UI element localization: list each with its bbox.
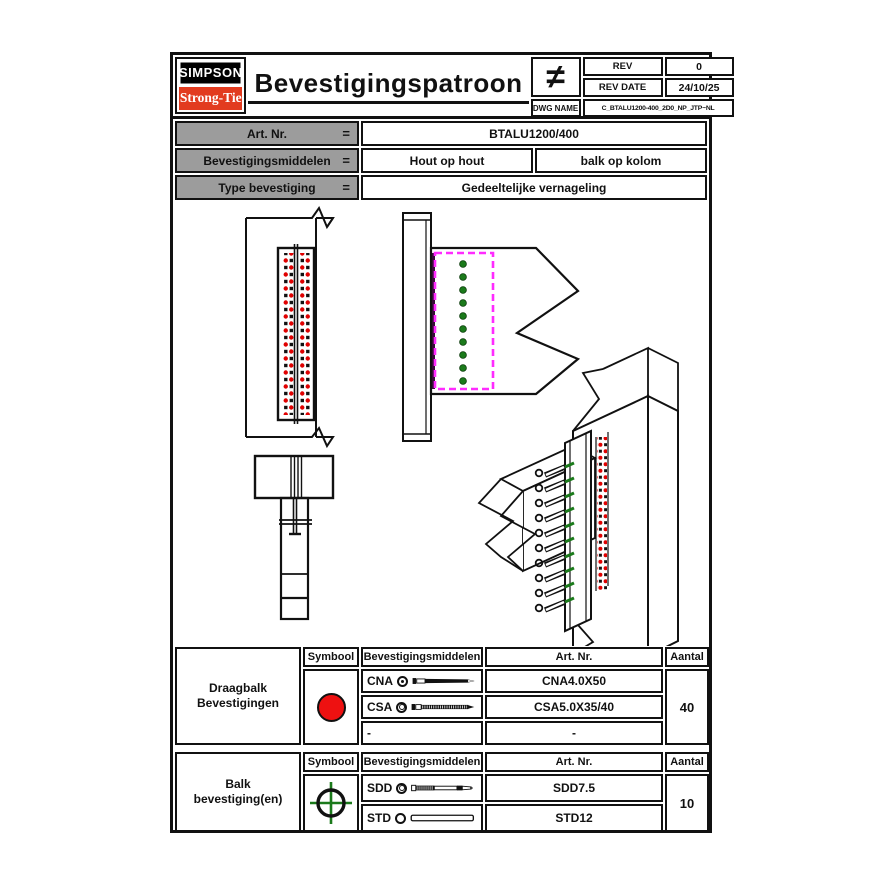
fastener-row-std bbox=[361, 804, 483, 832]
row-label-line1: Draagbalk bbox=[208, 681, 268, 695]
draagbalk-symbol-cell bbox=[303, 669, 359, 745]
logo-strongtie: Strong-Tie bbox=[179, 87, 242, 111]
simpson-strongtie-logo bbox=[175, 57, 246, 114]
balk-symbol-cell bbox=[303, 774, 359, 832]
revision-block bbox=[529, 55, 734, 116]
title-area bbox=[248, 55, 528, 116]
draagbalk-aantal: 40 bbox=[665, 669, 709, 745]
info-label bbox=[175, 148, 359, 173]
fastener-code: - bbox=[367, 726, 371, 740]
header-bevestigingsmiddelen: Bevestigingsmiddelen bbox=[361, 752, 483, 772]
rev-date-value: 24/10/25 bbox=[665, 78, 734, 97]
fastener-code: CNA bbox=[367, 674, 393, 688]
side-view-drawing bbox=[403, 213, 578, 441]
info-label-text: Type bevestiging bbox=[218, 180, 316, 195]
ring-nail-icon bbox=[412, 673, 477, 689]
double-circle-marker-icon bbox=[396, 702, 407, 713]
double-circle-marker-icon bbox=[396, 783, 407, 794]
row-label-line1: Balk bbox=[225, 777, 251, 791]
equals-sign: = bbox=[342, 153, 350, 168]
dot-circle-marker-icon bbox=[397, 676, 408, 687]
info-section bbox=[173, 121, 709, 200]
dowel-screw-icon bbox=[411, 780, 477, 796]
art-nr-cna: CNA4.0X50 bbox=[485, 669, 663, 693]
fastener-code: CSA bbox=[367, 700, 393, 714]
fastener-row-sdd bbox=[361, 774, 483, 802]
art-nr-std: STD12 bbox=[485, 804, 663, 832]
info-label-text: Bevestigingsmiddelen bbox=[203, 153, 331, 168]
not-equal-icon: ≠ bbox=[531, 57, 581, 97]
art-nr-sdd: SDD7.5 bbox=[485, 774, 663, 802]
bevestigingsmiddelen-value-1: Hout op hout bbox=[361, 148, 533, 173]
art-nr-csa: CSA5.0X35/40 bbox=[485, 695, 663, 719]
type-bevestiging-value: Gedeeltelijke vernageling bbox=[361, 175, 707, 200]
info-label bbox=[175, 175, 359, 200]
rev-value: 0 bbox=[665, 57, 734, 76]
logo-simpson: SIMPSON bbox=[179, 61, 242, 85]
draagbalk-row-label bbox=[175, 647, 301, 745]
front-view-drawing bbox=[246, 208, 437, 446]
art-nr-value: BTALU1200/400 bbox=[361, 121, 707, 146]
wood-screw-icon bbox=[411, 699, 477, 715]
info-label bbox=[175, 121, 359, 146]
fastener-row-csa bbox=[361, 695, 483, 719]
info-row-art-nr bbox=[175, 121, 707, 146]
fastener-row-cna bbox=[361, 669, 483, 693]
row-label-line2: bevestiging(en) bbox=[193, 792, 283, 806]
dwg-name-label: DWG NAME bbox=[531, 99, 581, 117]
equals-sign: = bbox=[342, 126, 350, 141]
art-nr-empty: - bbox=[485, 721, 663, 745]
info-row-type-bevestiging bbox=[175, 175, 707, 200]
technical-drawing-area bbox=[173, 201, 709, 646]
bevestigingsmiddelen-value-2: balk op kolom bbox=[535, 148, 707, 173]
header-symbool: Symbool bbox=[303, 647, 359, 667]
rev-date-label: REV DATE bbox=[583, 78, 663, 97]
info-label-text: Art. Nr. bbox=[246, 126, 287, 141]
fastener-code: SDD bbox=[367, 781, 393, 795]
open-circle-marker-icon bbox=[395, 813, 406, 824]
equals-sign: = bbox=[342, 180, 350, 195]
fastener-row-empty bbox=[361, 721, 483, 745]
page-title: Bevestigingspatroon bbox=[248, 68, 528, 104]
top-view-drawing bbox=[255, 456, 333, 619]
header-art-nr: Art. Nr. bbox=[485, 752, 663, 772]
balk-aantal: 10 bbox=[665, 774, 709, 832]
header-aantal: Aantal bbox=[665, 752, 709, 772]
info-row-bevestigingsmiddelen bbox=[175, 148, 707, 173]
header-symbool: Symbool bbox=[303, 752, 359, 772]
row-label-line2: Bevestigingen bbox=[196, 696, 280, 710]
balk-fastener-table bbox=[173, 752, 709, 832]
title-block bbox=[173, 55, 720, 119]
header-aantal: Aantal bbox=[665, 647, 709, 667]
isometric-view-drawing bbox=[479, 348, 678, 646]
drawing-sheet bbox=[170, 52, 720, 833]
header-art-nr: Art. Nr. bbox=[485, 647, 663, 667]
red-filled-circle-icon bbox=[317, 693, 346, 722]
dwg-name-value: C_BTALU1200-400_2D0_NP_JTP~NL bbox=[583, 99, 734, 117]
balk-row-label bbox=[175, 752, 301, 832]
plain-dowel-icon bbox=[410, 810, 477, 826]
draagbalk-fastener-table bbox=[173, 647, 709, 745]
fastener-code: STD bbox=[367, 811, 391, 825]
rev-label: REV bbox=[583, 57, 663, 76]
green-crosshair-circle-icon bbox=[308, 780, 354, 826]
header-bevestigingsmiddelen: Bevestigingsmiddelen bbox=[361, 647, 483, 667]
